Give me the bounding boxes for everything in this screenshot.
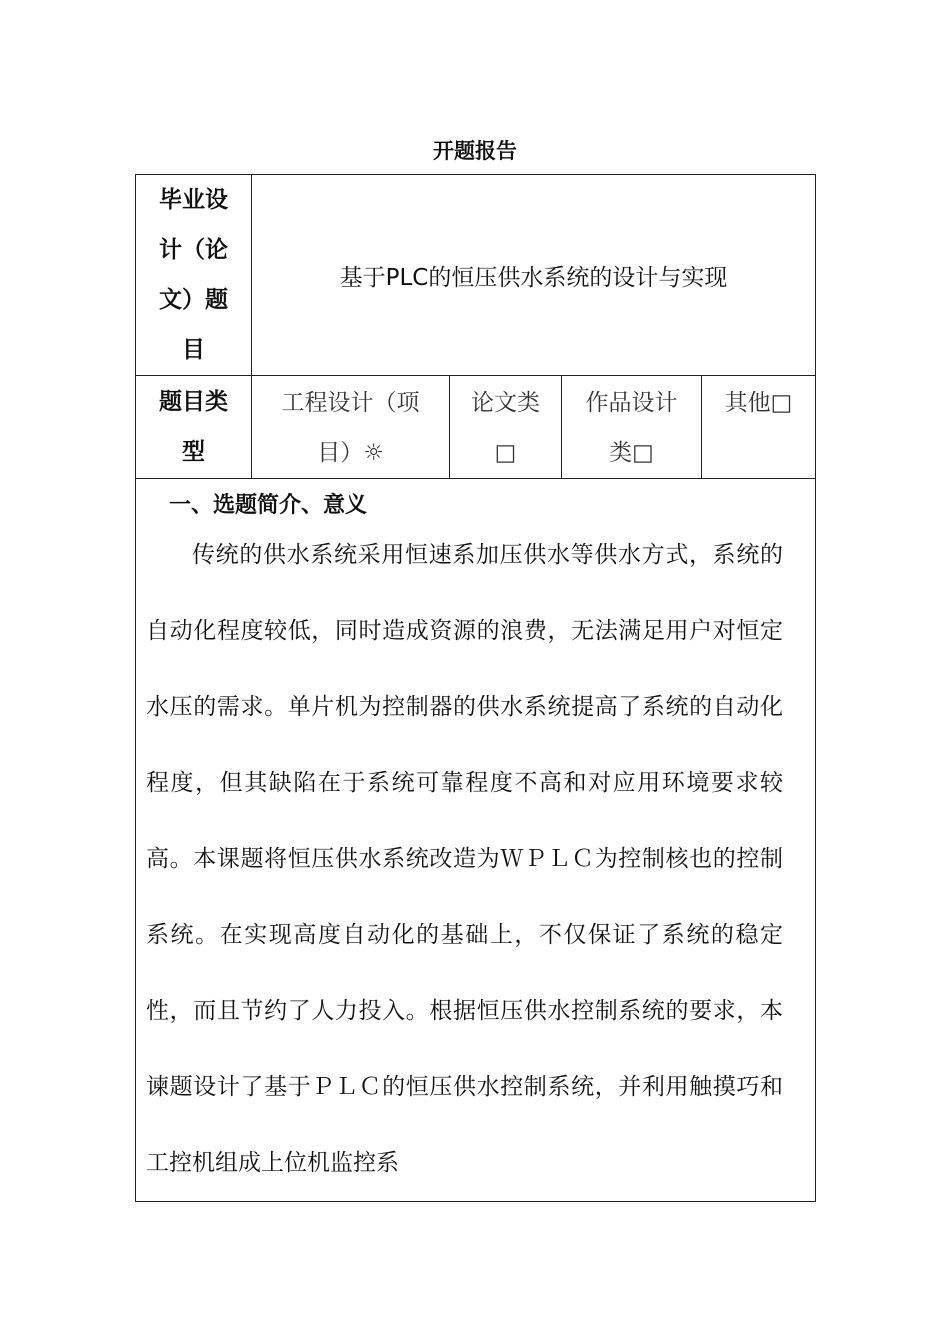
thesis-title-row	[136, 175, 816, 376]
thesis-title-value-cell	[252, 175, 816, 376]
topic-type-row	[136, 376, 816, 479]
thesis-title-value: 基于PLC的恒压供水系统的设计与实现	[339, 264, 728, 291]
section-heading: 一、选题简介、意义	[169, 493, 368, 518]
introduction-row	[136, 479, 816, 1202]
type-option-work-design[interactable]: 作品设计类□	[562, 376, 702, 479]
thesis-title-label-cell	[136, 175, 252, 376]
topic-type-label-cell	[136, 376, 252, 479]
type-option-engineering[interactable]: 工程设计（项目）☼	[252, 376, 450, 479]
page-title: 开题报告	[433, 139, 517, 163]
proposal-form-table	[135, 174, 816, 1202]
introduction-cell	[136, 479, 816, 1202]
section-body-text: 传统的供水系统采用恒速系加压供水等供水方式，系统的自动化程度较低，同时造成资源的浪费，无法满足用户对恒定水压的需求。单片机为控制器的供水系统提高了系统的自动化程度，但其缺陷在于系统可靠程度不高和对应用环境要求较高。本课题将恒压供水系统改造为ＷＰＬＣ为控制核也的控制系统。在实现高度自动化的基础上，不仅保证了系统的稳定性，而且节约了人力投入。根据恒压供水控制系统的要求，本谏题设计了基于ＰＬＣ的恒压供水控制系统，并利用触摸巧和工控机组成上位机监控系	[146, 542, 783, 1176]
thesis-title-label: 毕业设计（论文）题目	[159, 187, 228, 363]
type-option-other[interactable]: 其他□	[702, 376, 816, 479]
topic-type-label: 题目类型	[159, 389, 228, 465]
type-option-thesis[interactable]: 论文类□	[450, 376, 562, 479]
